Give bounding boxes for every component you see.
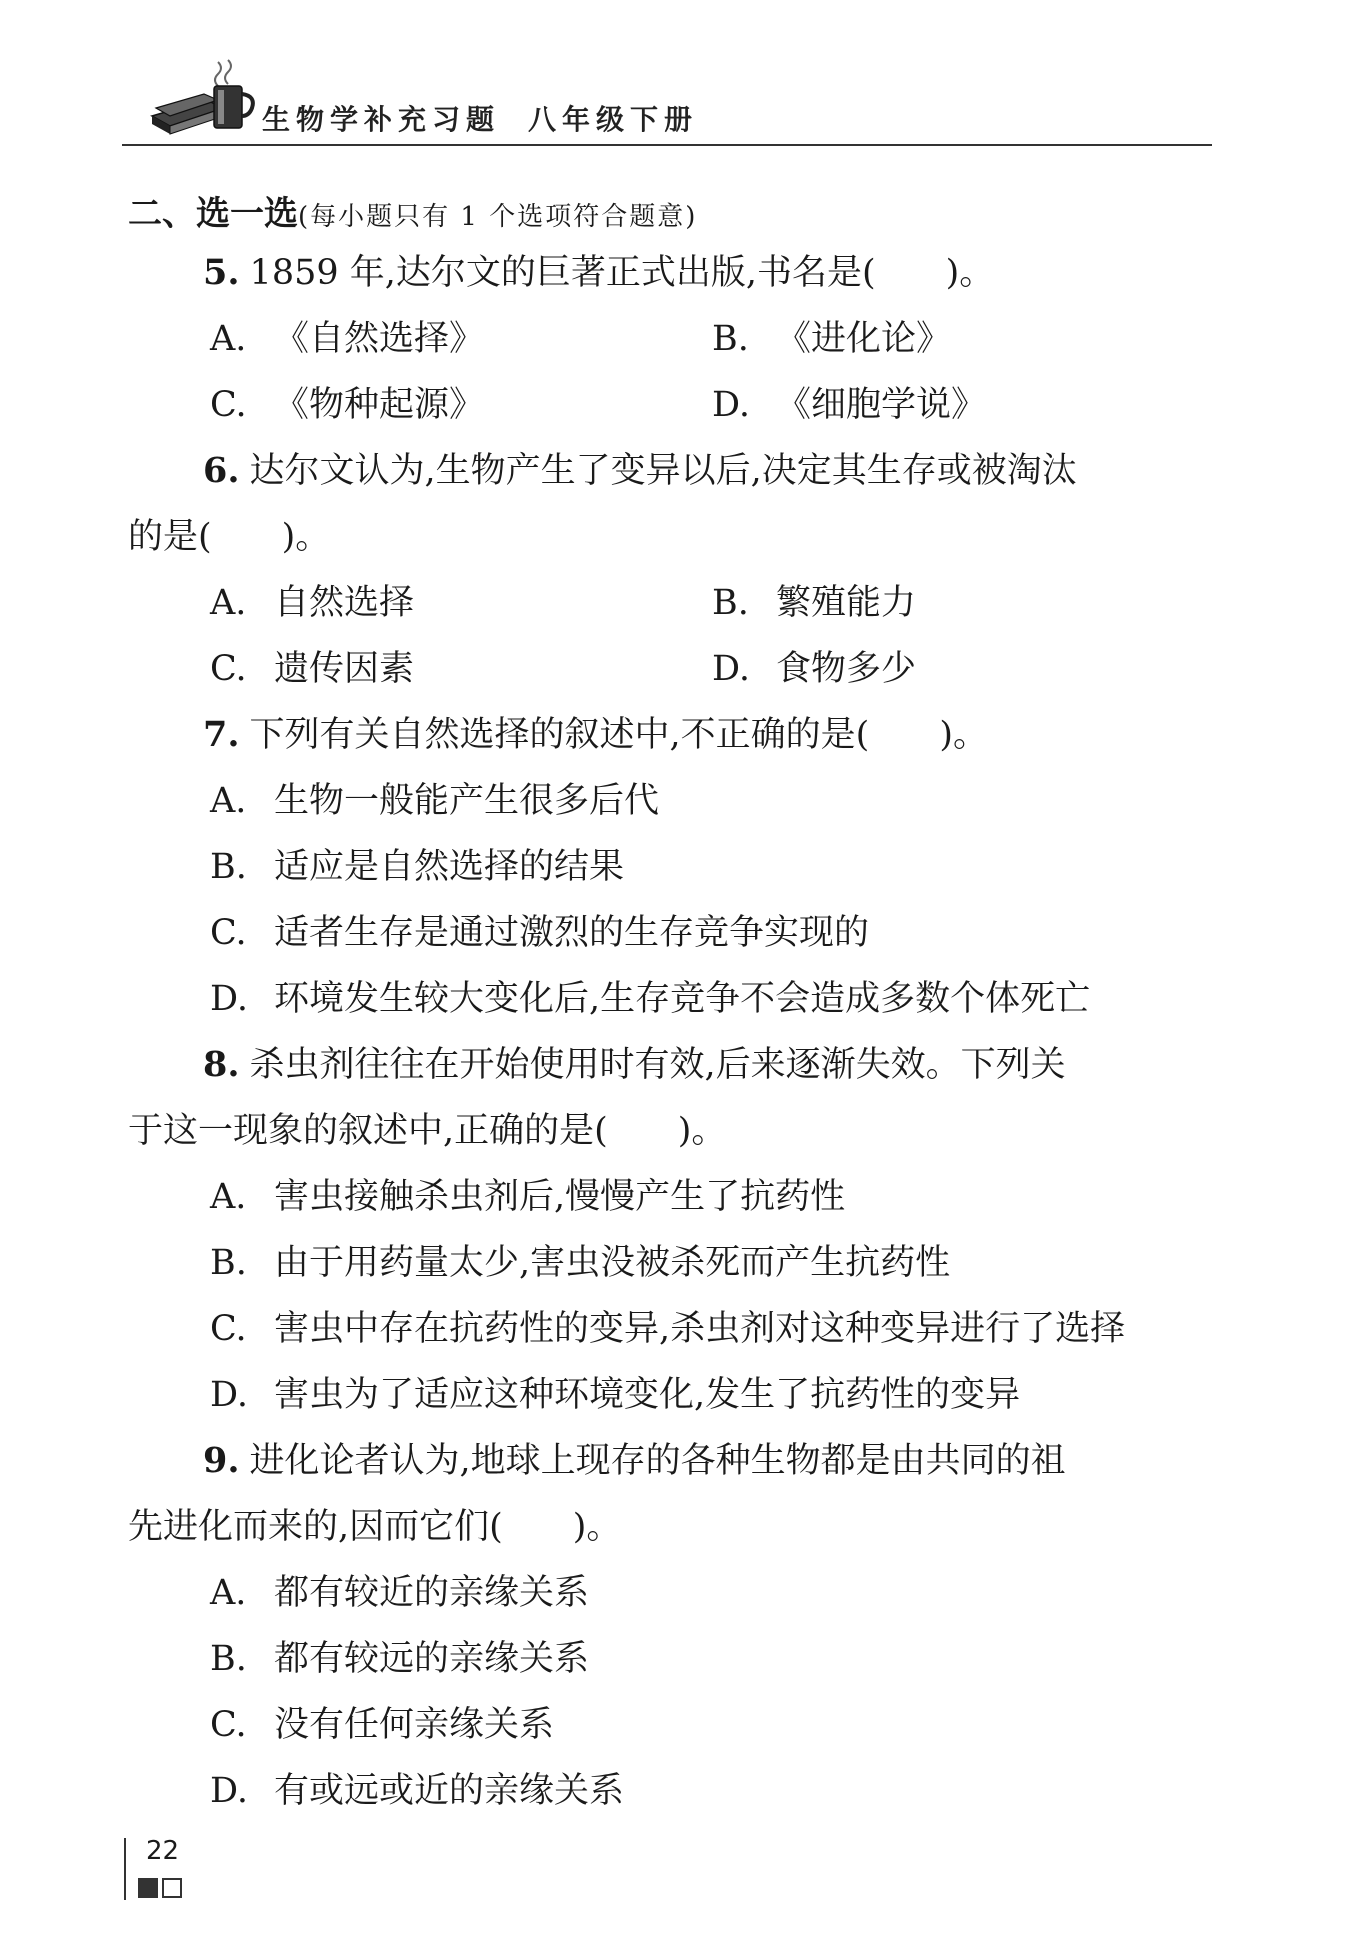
option-letter: B. [712,583,749,623]
page-header [122,52,1212,146]
question-text: 于这一现象的叙述中,正确的是( )。 [128,1111,727,1151]
option-text: 都有较近的亲缘关系 [274,1573,590,1613]
option-letter: D. [712,649,750,689]
option-letter: B. [210,847,247,887]
question-text: 1859 年,达尔文的巨著正式出版,书名是( )。 [249,253,995,293]
option-letter: B. [210,1639,247,1679]
option-letter: C. [210,385,247,425]
option-letter: A. [210,1573,247,1613]
option-letter: B. [210,1243,247,1283]
option-text: 环境发生较大变化后,生存竞争不会造成多数个体死亡 [274,979,1091,1019]
option-letter: C. [210,649,247,689]
section-heading [128,186,697,235]
page-number: 22 [146,1836,180,1866]
section-title: 二、选一选 [128,194,298,234]
option-letter: D. [210,1771,248,1811]
option-text: 生物一般能产生很多后代 [274,781,660,821]
question-7-stem [203,714,988,756]
option-letter: A. [210,1177,247,1217]
option-letter: A. [210,583,247,623]
page-divider [124,1838,126,1900]
option-text: 害虫中存在抗药性的变异,杀虫剂对这种变异进行了选择 [274,1309,1126,1349]
question-5-option-c [210,384,484,426]
option-letter: A. [210,319,247,359]
question-7-option-a [210,780,659,822]
question-8-option-b [210,1242,950,1284]
question-9-stem-continued [128,1506,621,1548]
option-letter: D. [210,979,248,1019]
option-text: 由于用药量太少,害虫没被杀死而产生抗药性 [274,1243,951,1283]
option-text: 有或远或近的亲缘关系 [274,1771,625,1811]
books-and-mug-logo-icon [148,56,260,140]
option-letter: C. [210,1705,247,1745]
question-6-stem [203,450,1077,492]
option-text: 《物种起源》 [274,385,485,425]
question-text: 下列有关自然选择的叙述中,不正确的是( )。 [249,715,988,755]
question-9-option-b [210,1638,589,1680]
option-text: 自然选择 [274,583,415,623]
question-9-option-a [210,1572,589,1614]
filled-square-icon [138,1878,158,1898]
question-8-option-a [210,1176,845,1218]
question-6-option-b [712,582,916,624]
option-letter: B. [712,319,749,359]
question-9-stem [203,1440,1066,1482]
option-text: 适应是自然选择的结果 [274,847,625,887]
question-6-option-a [210,582,414,624]
question-text: 达尔文认为,生物产生了变异以后,决定其生存或被淘汰 [249,451,1077,491]
option-text: 害虫为了适应这种环境变化,发生了抗药性的变异 [274,1375,1021,1415]
question-6-option-c [210,648,414,690]
question-number: 7. [203,714,240,755]
option-text: 繁殖能力 [776,583,917,623]
question-8-option-d [210,1374,1020,1416]
option-letter: C. [210,913,247,953]
question-7-option-b [210,846,624,888]
question-5-option-d [712,384,986,426]
option-text: 《进化论》 [776,319,952,359]
question-text: 先进化而来的,因而它们( )。 [128,1507,622,1547]
question-6-stem-continued [128,516,330,558]
option-text: 遗传因素 [274,649,415,689]
question-5-stem [203,252,994,294]
question-8-stem [203,1044,1066,1086]
header-title [262,98,698,138]
question-7-option-d [210,978,1090,1020]
section-note: (每小题只有 1 个选项符合题意) [298,202,698,232]
question-5-option-a [210,318,484,360]
question-5-option-b [712,318,951,360]
question-text: 杀虫剂往往在开始使用时有效,后来逐渐失效。下列关 [249,1045,1066,1085]
option-text: 害虫接触杀虫剂后,慢慢产生了抗药性 [274,1177,846,1217]
question-8-option-c [210,1308,1125,1350]
question-text: 进化论者认为,地球上现存的各种生物都是由共同的祖 [249,1441,1066,1481]
option-letter: D. [210,1375,248,1415]
question-text: 的是( )。 [128,517,331,557]
option-text: 适者生存是通过激烈的生存竞争实现的 [274,913,870,953]
question-8-stem-continued [128,1110,726,1152]
option-text: 没有任何亲缘关系 [274,1705,555,1745]
question-9-option-c [210,1704,554,1746]
option-text: 食物多少 [776,649,917,689]
option-letter: A. [210,781,247,821]
option-letter: D. [712,385,750,425]
question-7-option-c [210,912,869,954]
question-9-option-d [210,1770,624,1812]
question-number: 5. [203,252,240,293]
grade-label: 八年级下册 [528,103,699,136]
option-letter: C. [210,1309,247,1349]
option-text: 《细胞学说》 [776,385,987,425]
question-number: 9. [203,1440,240,1481]
question-number: 8. [203,1044,240,1085]
empty-square-icon [162,1878,182,1898]
option-text: 《自然选择》 [274,319,485,359]
question-number: 6. [203,450,240,491]
book-title: 生物学补充习题 [262,103,501,136]
option-text: 都有较远的亲缘关系 [274,1639,590,1679]
question-6-option-d [712,648,916,690]
